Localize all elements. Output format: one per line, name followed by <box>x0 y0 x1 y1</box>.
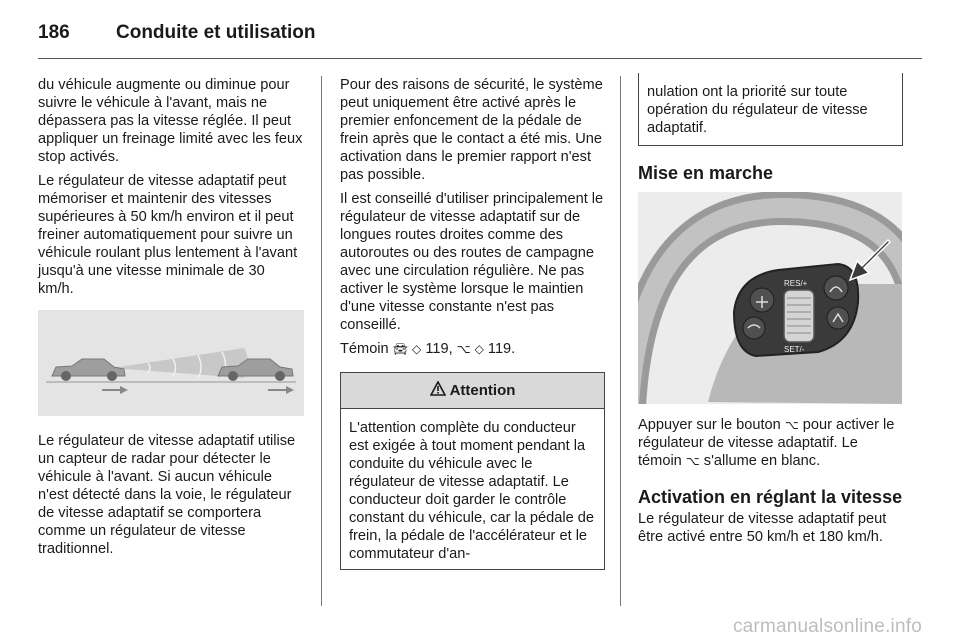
paragraph: Appuyer sur le bouton ⌥ pour activer le régulateur de vitesse adaptatif. Le témoin ⌥ s'allume en blanc. <box>638 417 895 469</box>
header-rule <box>38 58 922 59</box>
gap-button[interactable] <box>827 307 849 329</box>
column-1 <box>38 76 304 564</box>
cruise-control-icon: ⌥ <box>456 342 471 356</box>
car-icon: 🚘︎ <box>392 342 408 356</box>
paragraph: Il est conseillé d'utiliser principalement le régulateur de vitesse adaptatif sur de longues routes droites comme des autoroutes ou des routes de campagne avec une circulation régulière. Ne pas activer le système lorsque le maintien d'une vitesse constante n'est pas conseillé. <box>340 191 604 333</box>
attention-header <box>341 373 604 409</box>
cruise-control-icon: ⌥ <box>685 454 700 468</box>
temoin-line: Témoin 🚘︎ ◇ 119, ⌥ ◇ 119. <box>340 341 516 357</box>
page-ref-link[interactable]: 119. <box>487 341 516 357</box>
attention-box <box>340 372 605 570</box>
attention-title: Attention <box>449 381 516 399</box>
attention-body: L'attention complète du conducteur est exigée à tout moment pendant la conduite du véhicule avec le régulateur de vitesse adaptatif. Le conducteur doit garder le contrôle constant du véhicule, car la pédale de frein, la pédale de l'accélérateur et le commutateur d'an- <box>349 420 595 562</box>
page-reference-icon: ◇ <box>412 342 422 356</box>
paragraph: Pour des raisons de sécurité, le système peut uniquement être activé après le premier enfoncement de la pédale de frein après que le contact a été mis. Une activation dans le premier rapport n'est pas possible. <box>340 77 603 183</box>
column-3 <box>638 76 903 552</box>
adaptive-cruise-button[interactable] <box>824 276 848 300</box>
paragraph: Le régulateur de vitesse adaptatif peut être activé entre 50 km/h et 180 km/h. <box>638 511 887 545</box>
column-divider-2 <box>620 76 621 606</box>
steering-wheel-illustration <box>638 192 902 404</box>
column-divider-1 <box>321 76 322 606</box>
section-heading: Activation en réglant la vitesse <box>638 487 903 507</box>
res-plus-label: RES/+ <box>784 279 808 288</box>
column-2 <box>340 76 605 570</box>
page-reference-icon: ◇ <box>474 342 484 356</box>
set-minus-label: SET/- <box>784 345 805 354</box>
adaptive-cruise-button-icon: ⌥ <box>784 418 799 432</box>
section-title: Conduite et utilisation <box>116 22 316 43</box>
radar-illustration <box>38 310 304 416</box>
section-heading: Mise en marche <box>638 163 774 183</box>
watermark: carmanualsonline.info <box>732 616 922 637</box>
page-ref-link[interactable]: 119, <box>425 341 453 357</box>
attention-box-continued: nulation ont la priorité sur toute opération du régulateur de vitesse adaptatif. <box>638 73 903 146</box>
paragraph: Le régulateur de vitesse adaptatif utilise un capteur de radar pour détecter le véhicule à l'avant. Si aucun véhicule n'est détecté dans la voie, le régulateur de vitesse adaptatif se comportera comme un régulateur de vitesse traditionnel. <box>38 433 296 557</box>
page-header <box>38 22 316 44</box>
paragraph: Le régulateur de vitesse adaptatif peut mémoriser et maintenir des vitesses supérieures à 50 km/h environ et il peut freiner automatiquement pour suivre un véhicule roulant plus lentement à l'avant jusqu'à une vitesse minimale de 30 km/h. <box>38 173 298 297</box>
page-number: 186 <box>38 22 70 43</box>
warning-triangle-icon <box>430 381 446 401</box>
cancel-button[interactable] <box>743 317 765 339</box>
paragraph: du véhicule augmente ou diminue pour suivre le véhicule à l'avant, mais ne dépassera pas la vitesse réglée. Il peut appliquer un freinage limité avec les feux stop activés. <box>38 77 303 165</box>
